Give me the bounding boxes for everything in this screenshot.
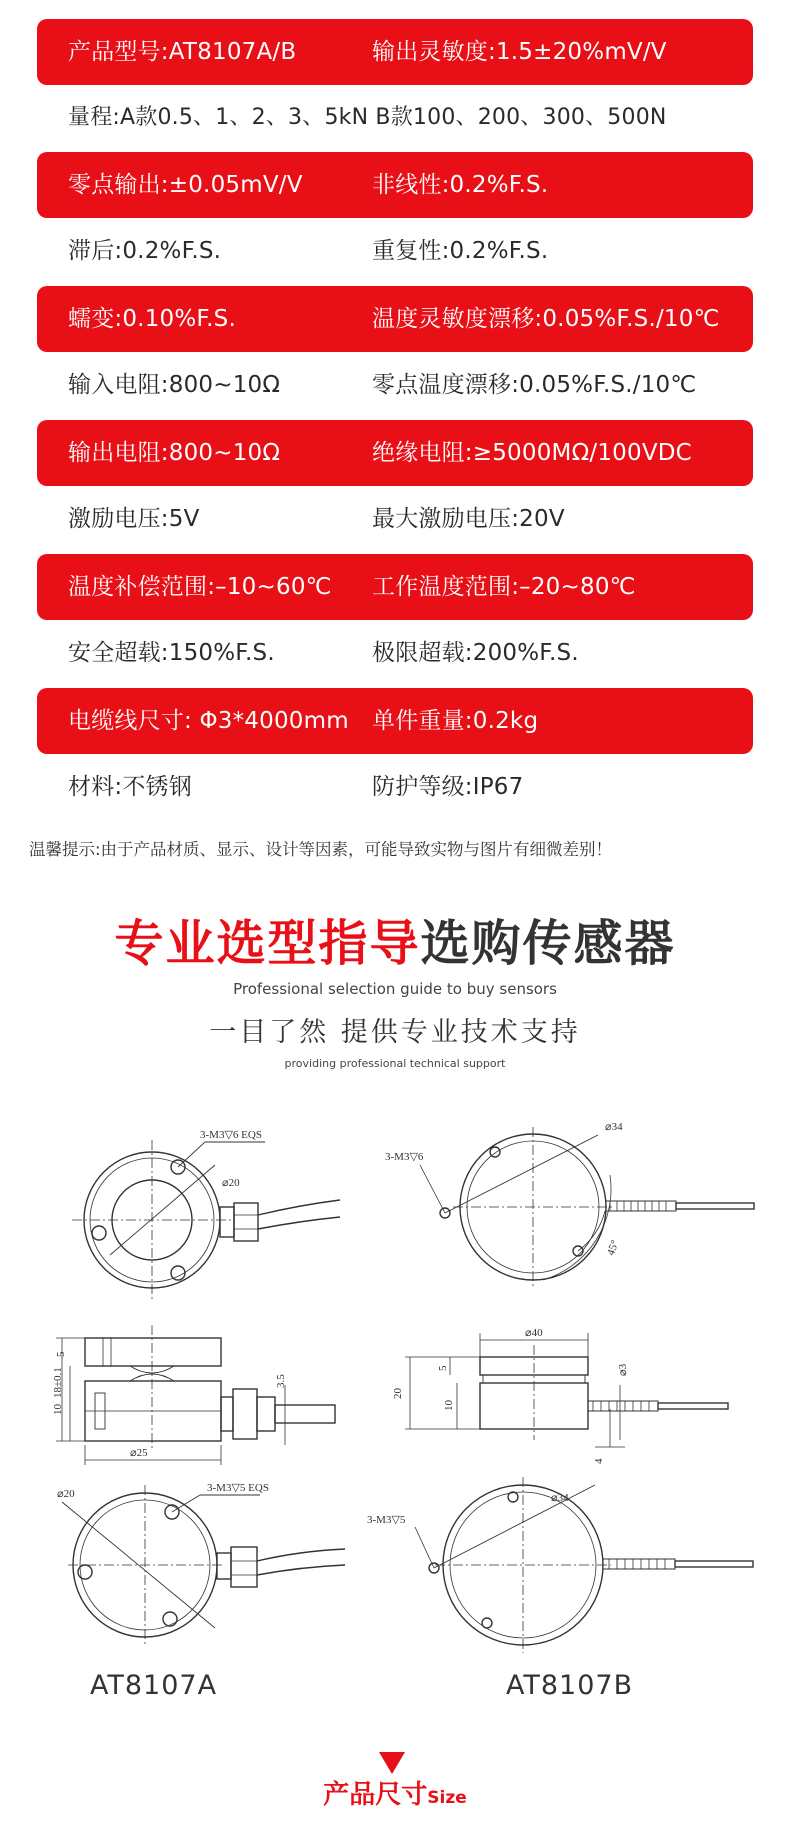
disclaimer-note: 温馨提示:由于产品材质、显示、设计等因素，可能导致实物与图片有细微差别！ bbox=[29, 840, 613, 859]
a-dim-3-5: 3.5 bbox=[275, 1374, 287, 1388]
spec-temp-compensation: 温度补偿范围:–10~60℃ bbox=[68, 574, 332, 600]
spec-cable-size: 电缆线尺寸: Φ3*4000mm bbox=[68, 708, 349, 734]
a-dim-25: ⌀25 bbox=[130, 1447, 148, 1459]
b-dim-40: ⌀40 bbox=[525, 1327, 543, 1339]
spec-row-input-resistance bbox=[37, 352, 753, 418]
spec-operating-temp: 工作温度范围:–20~80℃ bbox=[372, 574, 636, 600]
spec-row-output-resistance bbox=[37, 420, 753, 486]
down-arrow-icon bbox=[379, 1752, 405, 1774]
spec-row-temp-comp bbox=[37, 554, 753, 620]
b-dim-10: 10 bbox=[443, 1400, 455, 1411]
drawing-at8107a bbox=[0, 1125, 395, 1665]
b-dim-20: 20 bbox=[392, 1388, 404, 1399]
a-bottom-dia: ⌀20 bbox=[57, 1488, 75, 1500]
spec-row-excitation bbox=[37, 486, 753, 552]
b-bottom-view bbox=[367, 1477, 753, 1653]
spec-repeatability: 重复性:0.2%F.S. bbox=[372, 238, 549, 264]
a-dim-18: 18±0.1 bbox=[52, 1367, 64, 1398]
b-bottom-dia: ⌀34 bbox=[551, 1492, 569, 1504]
spec-hysteresis: 滞后:0.2%F.S. bbox=[68, 238, 222, 264]
spec-ultimate-overload: 极限超载:200%F.S. bbox=[372, 640, 579, 666]
spec-row-zero-output bbox=[37, 152, 753, 218]
b-dim-5: 5 bbox=[437, 1365, 449, 1371]
subtitle-cn: 一目了然 提供专业技术支持 bbox=[209, 1017, 581, 1048]
b-top-hole-label: 3-M3▽6 bbox=[385, 1151, 424, 1163]
a-top-dia: ⌀20 bbox=[222, 1177, 240, 1189]
b-bottom-hole-label: 3-M3▽5 bbox=[367, 1514, 406, 1526]
spec-output-resistance: 输出电阻:800~10Ω bbox=[68, 440, 281, 466]
spec-range: 量程:A款0.5、1、2、3、5kN B款100、200、300、500N bbox=[68, 105, 667, 130]
spec-row-creep bbox=[37, 286, 753, 352]
spec-zero-output: 零点输出:±0.05mV/V bbox=[68, 172, 303, 198]
a-bottom-hole-label: 3-M3▽5 EQS bbox=[207, 1482, 269, 1494]
a-dim-5: 5 bbox=[55, 1351, 67, 1357]
spec-row-material bbox=[37, 754, 753, 820]
b-top-dia: ⌀34 bbox=[605, 1121, 623, 1133]
spec-creep: 蠕变:0.10%F.S. bbox=[68, 306, 236, 332]
spec-temp-sensitivity-drift: 温度灵敏度漂移:0.05%F.S./10℃ bbox=[372, 306, 720, 332]
model-label-a: AT8107A bbox=[90, 1670, 218, 1701]
b-top-view bbox=[385, 1121, 754, 1287]
size-title-cn: 产品尺寸 bbox=[323, 1780, 428, 1810]
spec-row-range bbox=[37, 85, 753, 151]
spec-protection: 防护等级:IP67 bbox=[372, 774, 524, 800]
spec-row-model bbox=[37, 19, 753, 85]
a-top-view bbox=[72, 1129, 340, 1300]
spec-excitation-voltage: 激励电压:5V bbox=[68, 506, 200, 532]
spec-input-resistance: 输入电阻:800~10Ω bbox=[68, 372, 281, 398]
b-dim-4: 4 bbox=[593, 1458, 605, 1464]
spec-row-overload bbox=[37, 620, 753, 686]
a-side-view bbox=[52, 1325, 335, 1465]
drawing-at8107b bbox=[367, 1121, 790, 1665]
b-dim-3: ⌀3 bbox=[617, 1363, 629, 1376]
title-red-part: 专业选型指导 bbox=[114, 915, 421, 972]
spec-max-excitation-voltage: 最大激励电压:20V bbox=[372, 506, 565, 532]
spec-sensitivity: 输出灵敏度:1.5±20%mV/V bbox=[372, 39, 667, 65]
a-top-hole-label: 3-M3▽6 EQS bbox=[200, 1129, 262, 1141]
spec-row-cable bbox=[37, 688, 753, 754]
size-section-title bbox=[0, 1774, 790, 1811]
b-side-view bbox=[392, 1327, 728, 1464]
spec-model: 产品型号:AT8107A/B bbox=[68, 39, 297, 65]
a-dim-10: 10 bbox=[52, 1404, 64, 1415]
model-label-b: AT8107B bbox=[506, 1670, 634, 1701]
title-dark-part: 选购传感器 bbox=[420, 915, 676, 972]
subtitle-en: Professional selection guide to buy sensors bbox=[233, 980, 557, 998]
spec-row-hysteresis bbox=[37, 218, 753, 284]
selection-guide-title bbox=[0, 905, 790, 975]
spec-safe-overload: 安全超载:150%F.S. bbox=[68, 640, 275, 666]
spec-insulation-resistance: 绝缘电阻:≥5000MΩ/100VDC bbox=[372, 440, 692, 466]
subtitle-en-small: providing professional technical support bbox=[284, 1057, 506, 1070]
size-title-en: Size bbox=[427, 1788, 467, 1808]
b-angle: 45° bbox=[604, 1238, 622, 1258]
spec-zero-temp-drift: 零点温度漂移:0.05%F.S./10℃ bbox=[372, 372, 697, 398]
spec-material: 材料:不锈钢 bbox=[68, 774, 192, 800]
a-bottom-view bbox=[57, 1482, 345, 1647]
spec-weight: 单件重量:0.2kg bbox=[372, 708, 539, 734]
spec-nonlinearity: 非线性:0.2%F.S. bbox=[372, 172, 549, 198]
